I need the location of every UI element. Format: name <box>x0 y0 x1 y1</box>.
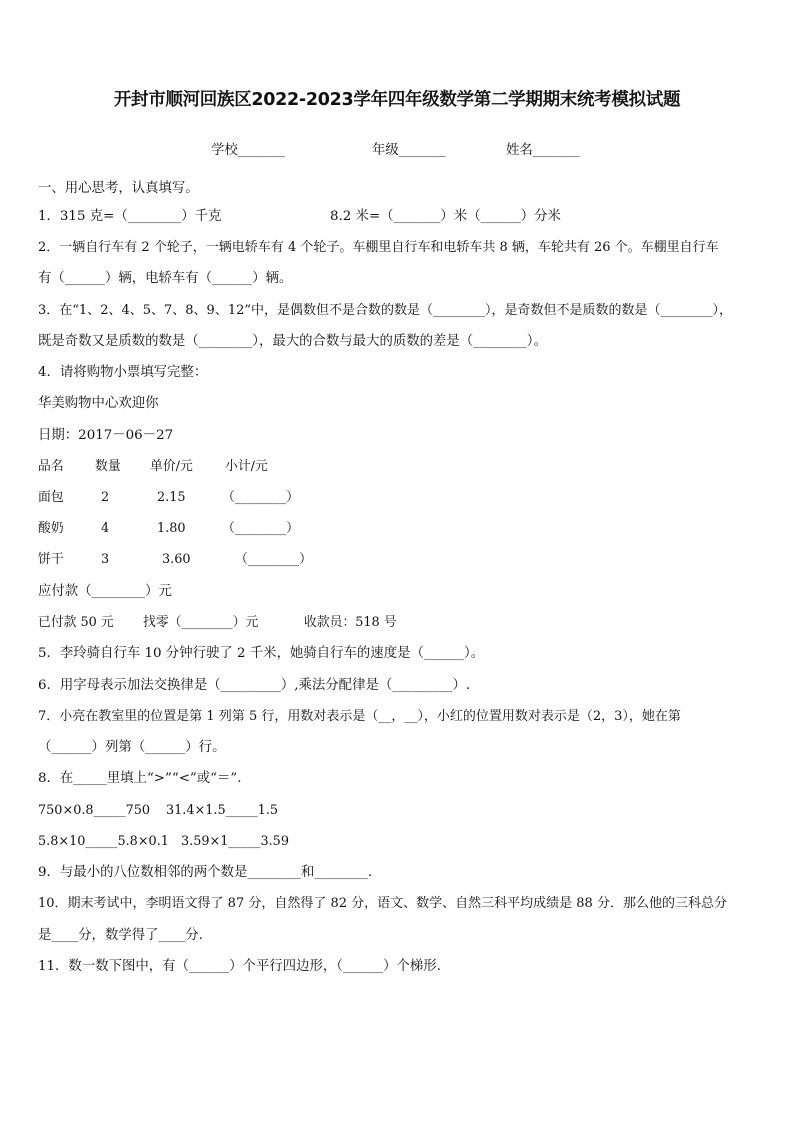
question-7-line-2: （______）列第（______）行。 <box>38 740 226 755</box>
question-4-prompt: 4．请将购物小票填写完整： <box>38 365 208 380</box>
receipt-item-qty: 2 <box>101 490 110 505</box>
question-10-line-1: 10．期末考试中，李明语文得了 87 分，自然得了 82 分，语文、数学、自然三科平均成绩是 88 分．那么他的三科总分 <box>38 896 727 911</box>
receipt-header-subtotal: 小计/元 <box>225 459 268 474</box>
receipt-item-name: 饼干 <box>38 552 64 567</box>
page-title: 开封市顺河回族区2022-2023学年四年级数学第二学期期末统考模拟试题 <box>113 90 681 110</box>
receipt-item-name: 酸奶 <box>38 521 64 536</box>
question-5: 5．李玲骑自行车 10 分钟行驶了 2 千米，她骑自行车的速度是（______）。 <box>38 646 485 661</box>
receipt-item-subtotal: （________） <box>222 521 299 536</box>
question-2-line-1: 2．一辆自行车有 2 个轮子，一辆电轿车有 4 个轮子。车棚里自行车和电轿车共 8 辆，车轮共有 26 个。车棚里自行车 <box>38 240 719 255</box>
receipt-amount-due: 应付款（________）元 <box>38 584 172 599</box>
comparison-item: 750×0.8_____750 <box>38 803 151 818</box>
receipt-item-subtotal: （________） <box>235 552 312 567</box>
receipt-header-price: 单价/元 <box>150 459 193 474</box>
receipt-item-qty: 4 <box>101 521 110 536</box>
receipt-item-qty: 3 <box>101 552 110 567</box>
school-field: 学校_______ <box>211 143 285 158</box>
receipt-change: 找零（________）元 <box>143 615 259 630</box>
question-8-prompt: 8．在_____里填上“>”“<”或“＝”. <box>38 771 242 786</box>
question-11: 11．数一数下图中，有（______）个平行四边形，（______）个梯形. <box>38 959 441 974</box>
receipt-store-name: 华美购物中心欢迎你 <box>38 396 159 411</box>
receipt-item-price: 2.15 <box>157 490 186 505</box>
receipt-item-price: 1.80 <box>157 521 186 536</box>
receipt-cashier: 收款员：518 号 <box>304 615 397 630</box>
question-1-right: 8.2 米=（_______）米（______）分米 <box>330 209 561 224</box>
question-9: 9．与最小的八位数相邻的两个数是________和________. <box>38 865 373 880</box>
grade-field: 年级_______ <box>372 143 446 158</box>
receipt-header-qty: 数量 <box>95 459 121 474</box>
comparison-item: 31.4×1.5_____1.5 <box>166 803 279 818</box>
receipt-date: 日期：2017－06－27 <box>38 428 174 443</box>
question-3-line-2: 既是奇数又是质数的数是（________），最大的合数与最大的质数的差是（________）。 <box>38 334 547 349</box>
receipt-item-subtotal: （________） <box>222 490 299 505</box>
receipt-item-price: 3.60 <box>162 552 191 567</box>
question-1-left: 1．315 克=（________）千克 <box>38 209 222 224</box>
receipt-header-item: 品名 <box>38 459 64 474</box>
receipt-amount-paid: 已付款 50 元 <box>38 615 114 630</box>
section-heading: 一、用心思考，认真填写。 <box>38 181 199 196</box>
comparison-item: 3.59×1_____3.59 <box>181 834 289 849</box>
receipt-item-name: 面包 <box>38 490 64 505</box>
question-10-line-2: 是____分，数学得了____分. <box>38 928 203 943</box>
question-6: 6．用字母表示加法交换律是（_________）,乘法分配律是（_________）. <box>38 678 471 693</box>
question-2-line-2: 有（______）辆，电轿车有（______）辆。 <box>38 271 293 286</box>
name-field: 姓名_______ <box>506 143 580 158</box>
question-7-line-1: 7．小亮在教室里的位置是第 1 列第 5 行，用数对表示是（__，__），小红的位置用数对表示是（2，3），她在第 <box>38 709 681 724</box>
question-3-line-1: 3．在“1、2、4、5、7、8、9、12”中，是偶数但不是合数的数是（________），是奇数但不是质数的数是（________）， <box>38 303 733 318</box>
comparison-item: 5.8×10_____5.8×0.1 <box>38 834 169 849</box>
